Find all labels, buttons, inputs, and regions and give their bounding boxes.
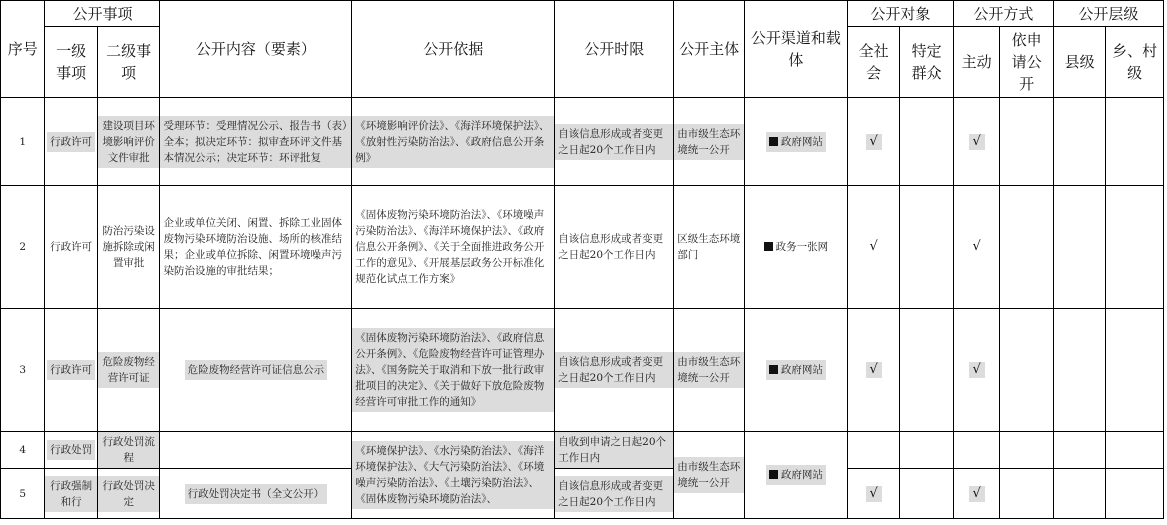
- header-target-specific: 特定群众: [900, 27, 954, 98]
- check-icon: √: [969, 134, 985, 150]
- check-icon: √: [866, 362, 882, 378]
- row-channel-shared: 政府网站: [744, 432, 847, 519]
- row-level2: 建设项目环境影响评价文件审批: [97, 98, 160, 186]
- row-subject: 区级生态环境部门: [674, 186, 745, 309]
- row-channel: 政府网站: [744, 309, 847, 432]
- row-level1: 行政许可: [45, 98, 97, 186]
- row-method-active: [953, 98, 999, 186]
- row-level-village: [1106, 186, 1164, 309]
- row-seq: 1: [1, 98, 45, 186]
- row-level-county: [1053, 469, 1105, 519]
- header-level-village: 乡、村级: [1106, 27, 1164, 98]
- row-content: 危险废物经营许可证信息公示: [160, 309, 352, 432]
- black-square-icon: [769, 470, 778, 479]
- row-target-specific: [900, 98, 954, 186]
- row-method-active: [953, 469, 999, 519]
- header-time-limit: 公开时限: [555, 1, 674, 98]
- row-level-county: [1053, 98, 1105, 186]
- row-level2: 防治污染设施拆除或闲置审批: [97, 186, 160, 309]
- row-level1: 行政处罚: [45, 432, 97, 469]
- row-level-village: [1106, 432, 1164, 469]
- row-target-specific: [900, 186, 954, 309]
- black-square-icon: [769, 365, 778, 374]
- row-seq: 4: [1, 432, 45, 469]
- row-method-apply: [1000, 186, 1054, 309]
- header-level1: 一级事项: [45, 27, 97, 98]
- black-square-icon: [764, 242, 773, 251]
- row-seq: 2: [1, 186, 45, 309]
- header-method-active: 主动: [953, 27, 999, 98]
- header-method-apply: 依申请公开: [1000, 27, 1054, 98]
- row-method-active: [953, 186, 999, 309]
- row-target-specific: [900, 309, 954, 432]
- row-level1: 行政许可: [45, 309, 97, 432]
- row-basis: 《环境影响评价法》、《海洋环境保护法》、《放射性污染防治法》、《政府信息公开条例》: [352, 98, 555, 186]
- header-target-all: 全社会: [847, 27, 899, 98]
- header-content: 公开内容（要素）: [160, 1, 352, 98]
- row-level-county: [1053, 186, 1105, 309]
- row-content: [160, 432, 352, 469]
- check-icon: √: [866, 134, 882, 150]
- row-level2: 危险废物经营许可证: [97, 309, 160, 432]
- row-target-all: [847, 186, 899, 309]
- header-subject: 公开主体: [674, 1, 745, 98]
- row-content: 受理环节：受理情况公示、报告书（表）全本；拟决定环节：拟审查环评文件基本情况公示；决定环节：环评批复: [160, 98, 352, 186]
- row-seq: 3: [1, 309, 45, 432]
- table-row: [1, 98, 1164, 186]
- row-method-apply: [1000, 432, 1054, 469]
- row-content: 企业或单位关闭、闲置、拆除工业固体废物污染环境防治设施、场所的核准结果；企业或单位拆除、闲置环境噪声污染防治设施的审批结果；: [160, 186, 352, 309]
- check-icon: √: [969, 486, 985, 502]
- row-level-village: [1106, 309, 1164, 432]
- row-target-specific: [900, 432, 954, 469]
- row-basis: 《固体废物污染环境防治法》、《政府信息公开条例》、《危险废物经营许可证管理办法》、《国务院关于取消和下放一批行政审批项目的决定》、《关于做好下放危险废物经营许可审批工作的通知》: [352, 309, 555, 432]
- row-level-county: [1053, 309, 1105, 432]
- header-items-group: 公开事项: [45, 1, 160, 27]
- header-seq: 序号: [1, 1, 45, 98]
- row-target-specific: [900, 469, 954, 519]
- row-method-apply: [1000, 98, 1054, 186]
- row-target-all: [847, 432, 899, 469]
- row-method-active: [953, 309, 999, 432]
- row-level2: 行政处罚流程: [97, 432, 160, 469]
- row-method-apply: [1000, 309, 1054, 432]
- row-channel: 政府网站: [744, 98, 847, 186]
- header-basis: 公开依据: [352, 1, 555, 98]
- black-square-icon: [769, 137, 778, 146]
- row-channel: 政务一张网: [744, 186, 847, 309]
- table-row: [1, 186, 1164, 309]
- header-channel: 公开渠道和载体: [744, 1, 847, 98]
- header-level-group: 公开层级: [1053, 1, 1163, 27]
- row-time-limit: 自该信息形成或者变更之日起20个工作日内: [555, 309, 674, 432]
- check-icon: √: [972, 239, 981, 254]
- row-target-all: [847, 309, 899, 432]
- row-seq: 5: [1, 469, 45, 519]
- row-time-limit: 自该信息形成或者变更之日起20个工作日内: [555, 98, 674, 186]
- table-row: [1, 469, 1164, 519]
- check-icon: √: [869, 239, 878, 254]
- row-target-all: [847, 469, 899, 519]
- row-time-limit: 自该信息形成或者变更之日起20个工作日内: [555, 469, 674, 519]
- row-level1: 行政强制和行: [45, 469, 97, 519]
- row-level-village: [1106, 98, 1164, 186]
- row-method-active: [953, 432, 999, 469]
- row-target-all: [847, 98, 899, 186]
- row-subject: 由市级生态环境统一公开: [674, 98, 745, 186]
- table-row: [1, 432, 1164, 469]
- row-level2: 行政处罚决定: [97, 469, 160, 519]
- row-basis-shared: 《环境保护法》、《水污染防治法》、《海洋环境保护法》、《大气污染防治法》、《环境噪声污染防治法》、《土壤污染防治法》、《固体废物污染环境防治法》、: [352, 432, 555, 519]
- row-time-limit: 自该信息形成或者变更之日起20个工作日内: [555, 186, 674, 309]
- row-level-county: [1053, 432, 1105, 469]
- row-time-limit: 自收到申请之日起20个工作日内: [555, 432, 674, 469]
- check-icon: √: [969, 362, 985, 378]
- header-level2: 二级事项: [97, 27, 160, 98]
- row-subject: 由市级生态环境统一公开: [674, 309, 745, 432]
- row-subject-shared: 由市级生态环境统一公开: [674, 432, 745, 519]
- header-level-county: 县级: [1053, 27, 1105, 98]
- header-method-group: 公开方式: [953, 1, 1053, 27]
- table-row: [1, 309, 1164, 432]
- row-level-village: [1106, 469, 1164, 519]
- row-content: 行政处罚决定书（全文公开）: [160, 469, 352, 519]
- header-target-group: 公开对象: [847, 1, 953, 27]
- check-icon: √: [866, 486, 882, 502]
- row-basis: 《固体废物污染环境防治法》、《环境噪声污染防治法》、《海洋环境保护法》、《政府信息公开条例》、《关于全面推进政务公开工作的意见》、《开展基层政务公开标准化规范化试点工作方案》: [352, 186, 555, 309]
- row-method-apply: [1000, 469, 1054, 519]
- row-level1: 行政许可: [45, 186, 97, 309]
